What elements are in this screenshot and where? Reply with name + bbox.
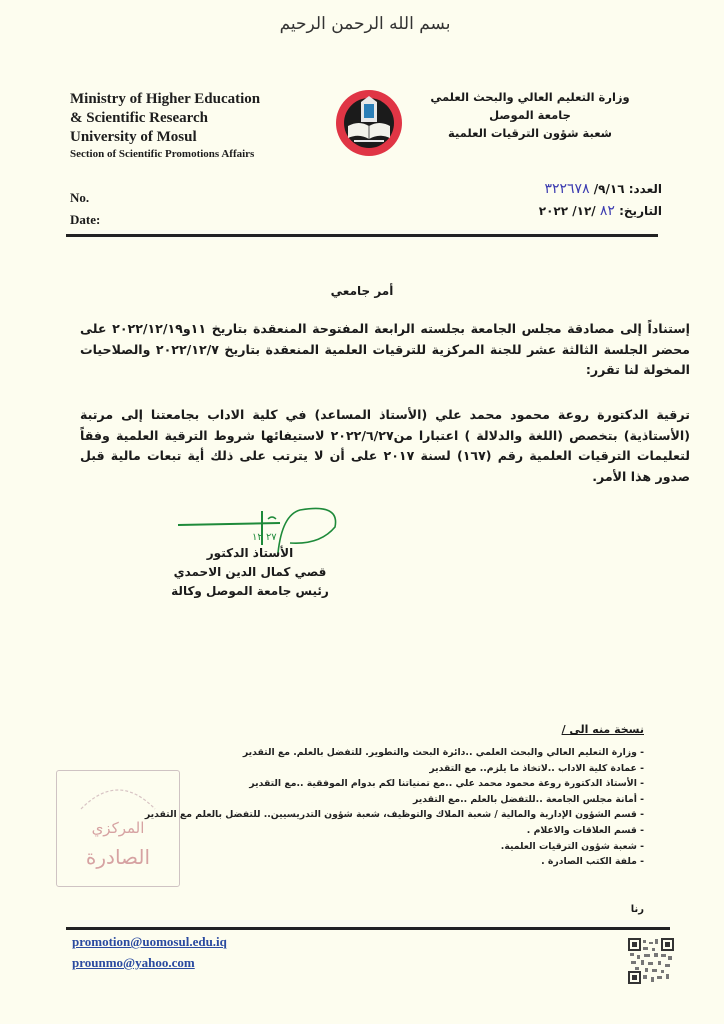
typist-initials: رنا bbox=[630, 904, 644, 915]
handwritten-number: ٣٢٢٦٧٨ bbox=[544, 181, 590, 197]
paragraph-decision: ترقية الدكتورة روعة محمود محمد علي (الأستاذ المساعد) في كلية الاداب بجامعتنا إلى مرتبة (الأستاذية) بتخصص (اللغة والدلالة ) اعتبارا من٢٠٢٢/٦/٢٧ لاستيفائها شروط الترقية العلمية وفقاً لتعليمات الترقيات العلمية رقم (١٦٧) لسنة ٢٠١٧ على أن لا يترتب على ذلك أية تبعات مالية قبل صدور هذا الأمر. bbox=[80, 407, 690, 484]
handwritten-day: ٨٢ bbox=[599, 203, 615, 219]
section-name-ar: شعبة شؤون الترقيات العلمية bbox=[448, 126, 612, 140]
copy-recipient: - الأستاذ الدكتورة روعة محمود محمد علي ..مع تمنياتنا لكم بدوام الموفقية ..مع التقدير bbox=[249, 778, 644, 790]
email-link-yahoo[interactable]: prounmo@yahoo.com bbox=[72, 955, 195, 970]
copy-recipient: - قسم العلاقات والاعلام . bbox=[526, 824, 644, 836]
copy-recipient: - أمانة مجلس الجامعة ..للتفضل بالعلم ..مع التقدير bbox=[412, 793, 644, 805]
copy-recipient: - وزارة التعليم العالي والبحث العلمي ..دائرة البحث والتطوير. للتفضل بالعلم. مع التقدير bbox=[242, 747, 644, 758]
signatory-name: قصي كمال الدين الاحمدي bbox=[173, 565, 327, 579]
university-name-ar: جامعة الموصل bbox=[489, 108, 571, 122]
arabic-no-date bbox=[539, 178, 662, 222]
qr-code-icon bbox=[628, 938, 674, 984]
signature-block bbox=[150, 544, 350, 601]
document-date bbox=[539, 200, 662, 222]
signatory-position: رئيس جامعة الموصل وكالة bbox=[171, 584, 329, 598]
basmala-calligraphy: بسم الله الرحمن الرحيم bbox=[279, 14, 451, 34]
copy-recipient: - شعبة شؤون الترقيات العلمية. bbox=[500, 840, 644, 852]
header-divider bbox=[66, 234, 658, 237]
english-letterhead bbox=[70, 90, 260, 162]
copy-recipient: - ملفة الكتب الصادرة . bbox=[541, 856, 644, 868]
outgoing-stamp bbox=[56, 770, 180, 887]
university-name-en: University of Mosul bbox=[70, 129, 197, 145]
ministry-name-en-2: & Scientific Research bbox=[70, 110, 209, 126]
copy-recipient: - قسم الشؤون الإدارية والمالية / شعبة الملاك والتوظيف، شعبة شؤون التدريسيين.. للتفضل بالعلم مع التقدير bbox=[144, 809, 644, 821]
number-label-en: No. bbox=[70, 190, 90, 205]
university-logo-icon bbox=[334, 88, 404, 158]
arabic-letterhead bbox=[400, 88, 660, 142]
signature-date: ٢٧ ١٢ bbox=[252, 532, 277, 543]
english-no-date bbox=[70, 187, 100, 231]
ministry-name-en: Ministry of Higher Education bbox=[70, 91, 261, 107]
footer-divider bbox=[66, 927, 670, 930]
date-printed: /١٢/ ٢٠٢٢ bbox=[538, 204, 596, 218]
order-title: أمر جامعي bbox=[330, 284, 394, 298]
copies-title: نسخة منه الى / bbox=[561, 723, 644, 736]
date-label-ar: التاريخ: bbox=[619, 204, 662, 218]
number-label-ar: العدد: ٩/١٦/ bbox=[593, 182, 662, 196]
paragraph-preamble: إستناداً إلى مصادقة مجلس الجامعة بجلسته الرابعة المفتوحة المنعقدة بتاريخ ١١و٢٠٢٢/١٢/١٩ على محضر الجلسة الثالثة عشر للجنة المركزية للترقيات العلمية المنعقدة بتاريخ ٢٠٢٢/١٢/٧ والصلاحيات المخولة لنا تقرر: bbox=[80, 321, 690, 377]
copy-recipient: - عمادة كلية الاداب ..لاتخاذ ما يلزم.. مع التقدير bbox=[429, 762, 644, 774]
document-number bbox=[539, 178, 662, 200]
section-name-en: Section of Scientific Promotions Affairs bbox=[70, 148, 255, 160]
ministry-name-ar: وزارة التعليم العالي والبحث العلمي bbox=[430, 90, 630, 104]
date-label-en: Date: bbox=[70, 212, 101, 227]
email-link-promotion[interactable]: promotion@uomosul.edu.iq bbox=[72, 934, 227, 949]
stamp-seal-icon bbox=[75, 777, 161, 817]
stamp-line-1: المركزي bbox=[91, 819, 145, 837]
stamp-line-2: الصادرة bbox=[85, 845, 151, 869]
signatory-title: الأستاذ الدكتور bbox=[206, 546, 294, 560]
